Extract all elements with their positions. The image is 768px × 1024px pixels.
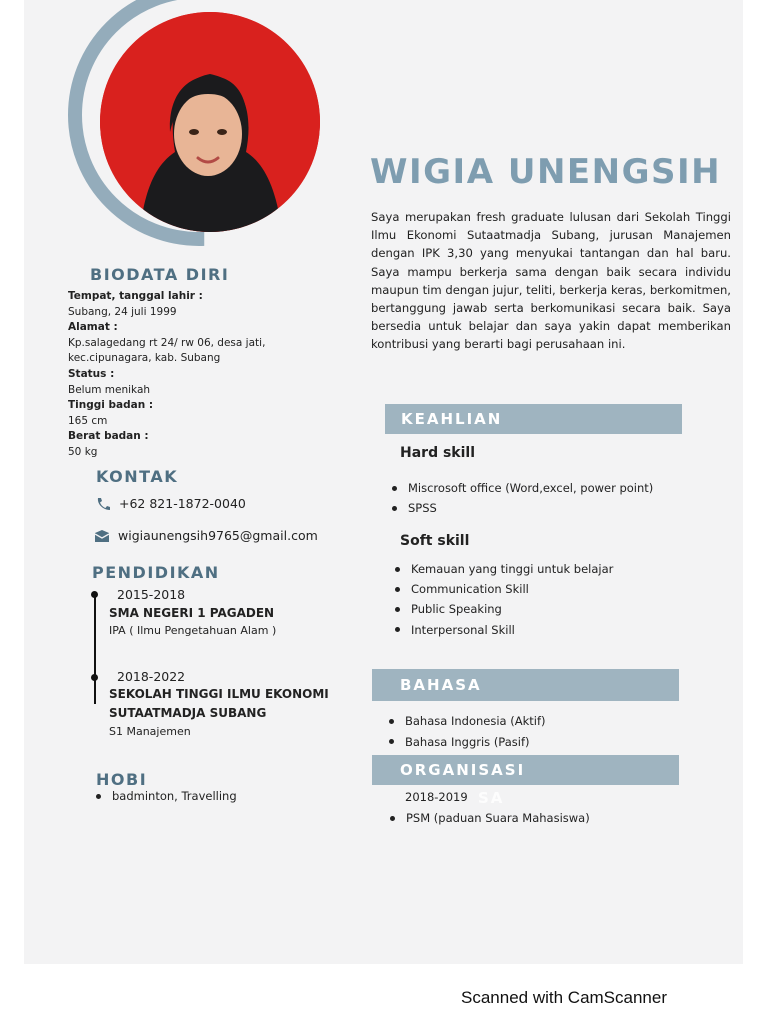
edu-school bbox=[109, 604, 359, 623]
email-address[interactable]: wigiaunengsih9765@gmail.com bbox=[118, 528, 318, 543]
list-item: Communication Skill bbox=[393, 579, 613, 599]
list-item: Bahasa Indonesia (Aktif) bbox=[387, 711, 546, 732]
hard-skill-list bbox=[390, 478, 653, 518]
height-label: Tinggi badan : bbox=[68, 399, 154, 412]
height-value: 165 cm bbox=[68, 414, 108, 427]
list-item: PSM (paduan Suara Mahasiswa) bbox=[388, 809, 590, 827]
edu-school-line1: SMA NEGERI 1 PAGADEN bbox=[109, 606, 275, 620]
edu-year: 2015-2018 bbox=[117, 587, 186, 602]
envelope-icon bbox=[94, 529, 110, 543]
phone-icon bbox=[95, 497, 111, 511]
address-label: Alamat : bbox=[68, 321, 118, 334]
soft-skill-title: Soft skill bbox=[400, 533, 470, 549]
phone-number[interactable]: +62 821-1872-0040 bbox=[119, 496, 246, 511]
profile-summary: Saya merupakan fresh graduate lulusan dari Sekolah Tinggi Ilmu Ekonomi Sutaatmadja Subang, jurusan Manajemen dengan IPK 3,30 yang menyukai tantangan dan hal baru. Saya mampu berkerja sama dengan baik secara individu maupun tim dengan jujur, teliti, berkerja keras, berkomitmen, bertanggung jawab serta berkomunikasi secara baik. Saya bersedia untuk belajar dan saya yakin dapat memberikan kontribusi yang berarti bagi perusahaan ini. bbox=[371, 210, 731, 352]
profile-photo bbox=[100, 12, 320, 232]
weight-value: 50 kg bbox=[68, 445, 98, 458]
timeline-dot bbox=[91, 674, 98, 681]
organization-list bbox=[388, 809, 590, 827]
scanner-watermark: Scanned with CamScanner bbox=[461, 988, 668, 1007]
faded-overlap-text: SA bbox=[478, 789, 505, 807]
education-title: PENDIDIKAN bbox=[92, 563, 220, 582]
edu-school-line1: SEKOLAH TINGGI ILMU EKONOMI bbox=[109, 687, 329, 701]
hobby-title: HOBI bbox=[96, 770, 148, 789]
edu-year: 2018-2022 bbox=[117, 669, 186, 684]
contact-title: KONTAK bbox=[96, 467, 179, 486]
list-item: SPSS bbox=[390, 498, 653, 518]
list-item: Kemauan yang tinggi untuk belajar bbox=[393, 559, 613, 579]
biodata-block bbox=[68, 289, 318, 461]
weight-label: Berat badan : bbox=[68, 430, 149, 443]
contact-phone-row bbox=[95, 496, 246, 511]
list-item: badminton, Travelling bbox=[94, 789, 237, 803]
status-value: Belum menikah bbox=[68, 383, 151, 396]
birth-label: Tempat, tanggal lahir : bbox=[68, 290, 203, 302]
list-item: Miscrosoft office (Word,excel, power point) bbox=[390, 478, 653, 498]
address-line1: Kp.salagedang rt 24/ rw 06, desa jati, bbox=[68, 336, 266, 349]
skills-header-bar: KEAHLIAN bbox=[385, 404, 682, 434]
edu-school-line2: SUTAATMADJA SUBANG bbox=[109, 706, 267, 720]
list-item: Bahasa Inggris (Pasif) bbox=[387, 732, 546, 753]
hard-skill-title: Hard skill bbox=[400, 445, 476, 461]
organization-header-bar: ORGANISASI bbox=[372, 755, 679, 785]
hobby-list bbox=[94, 789, 237, 803]
birth-value: Subang, 24 juli 1999 bbox=[68, 305, 177, 318]
edu-major: S1 Manajemen bbox=[109, 725, 191, 738]
timeline-line bbox=[94, 594, 96, 704]
list-item: Public Speaking bbox=[393, 599, 613, 619]
language-header-bar: BAHASA bbox=[372, 669, 679, 701]
soft-skill-list bbox=[393, 559, 613, 640]
full-name: WIGIA UNENGSIH bbox=[370, 152, 722, 192]
language-list bbox=[387, 711, 546, 752]
list-item: Interpersonal Skill bbox=[393, 620, 613, 640]
edu-school bbox=[109, 685, 359, 723]
edu-major: IPA ( Ilmu Pengetahuan Alam ) bbox=[109, 624, 277, 637]
contact-email-row bbox=[94, 528, 318, 543]
organization-years: 2018-2019 bbox=[405, 790, 468, 804]
status-label: Status : bbox=[68, 367, 115, 380]
timeline-dot bbox=[91, 591, 98, 598]
biodata-title: BIODATA DIRI bbox=[90, 265, 230, 284]
address-line2: kec.cipunagara, kab. Subang bbox=[68, 352, 221, 365]
